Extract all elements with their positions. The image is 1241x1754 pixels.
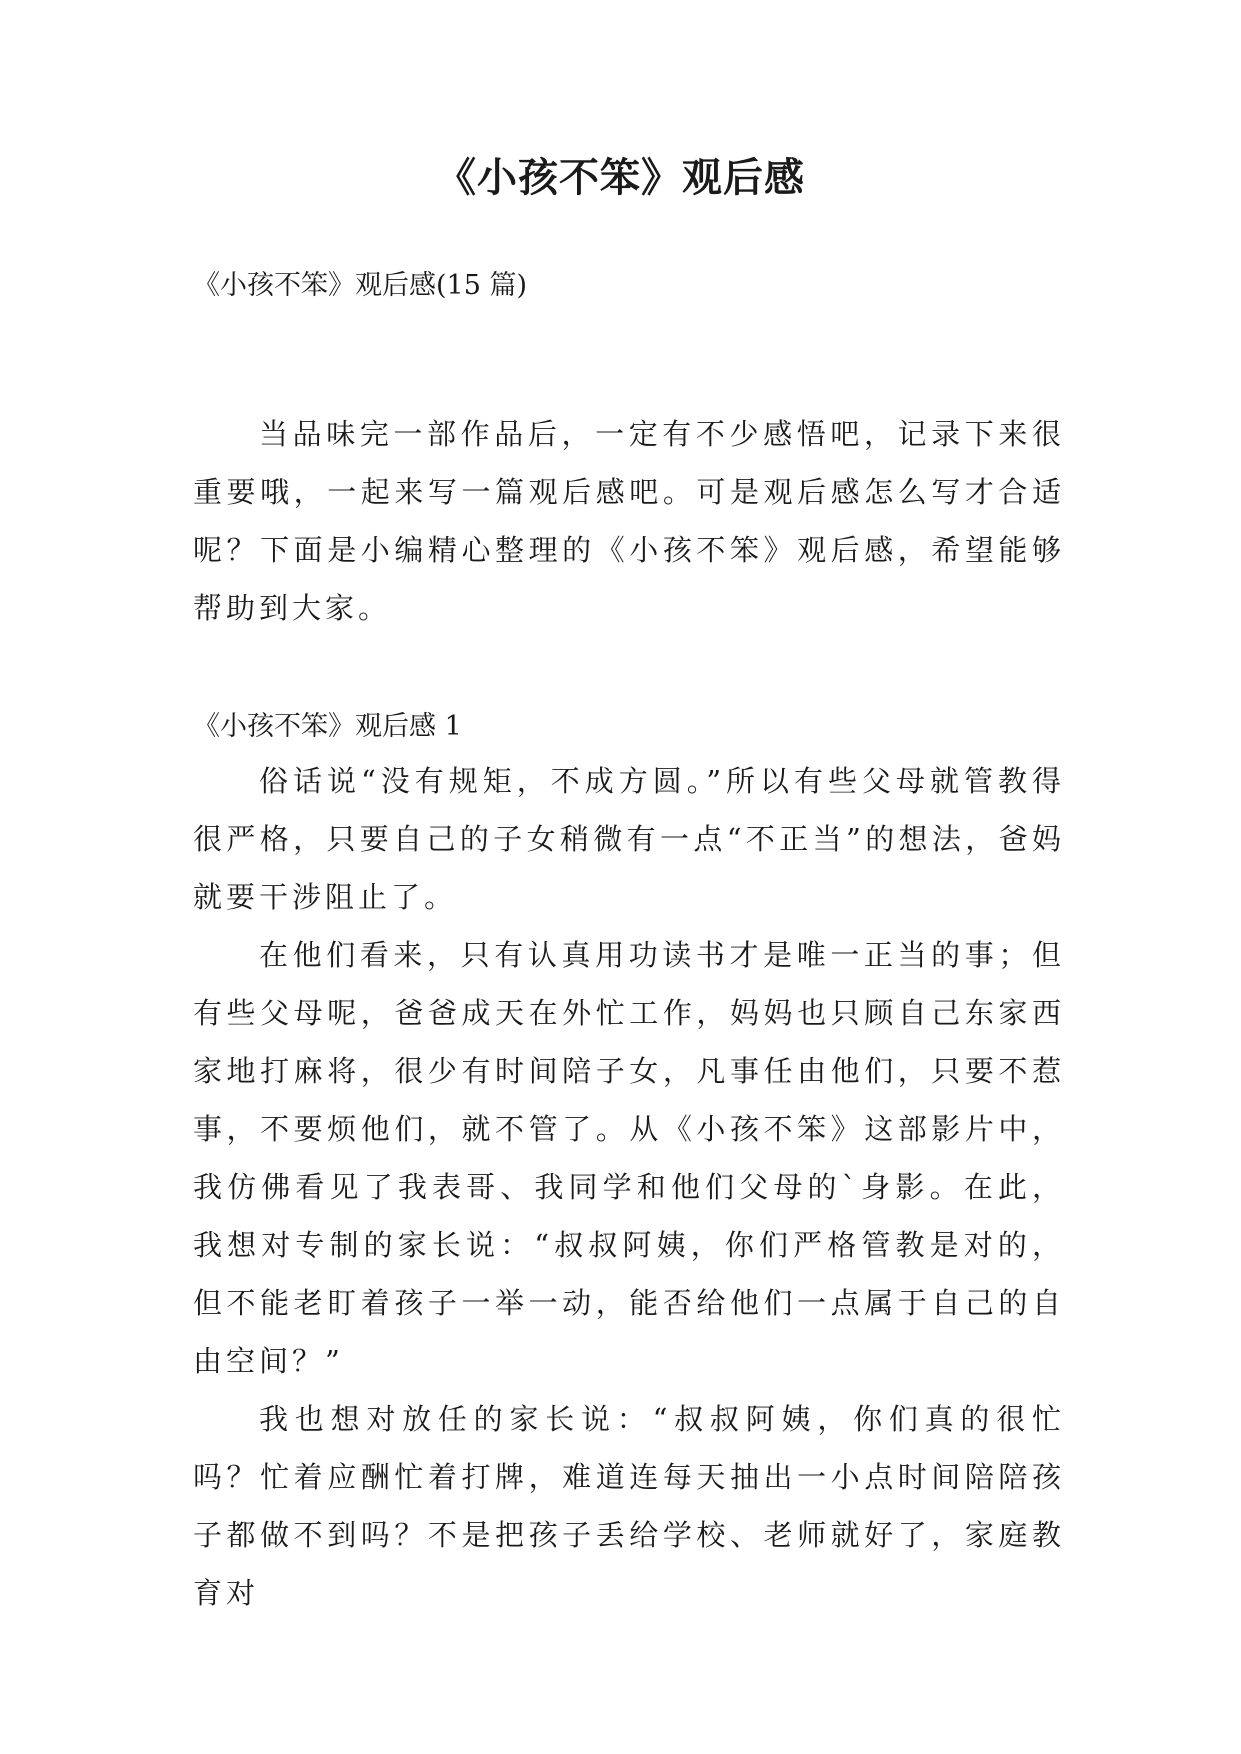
- document-subtitle: 《小孩不笨》观后感(15 篇): [193, 270, 528, 301]
- intro-block: [193, 405, 1065, 637]
- document-title: 《小孩不笨》观后感: [436, 155, 805, 201]
- section-body: [193, 752, 1065, 1622]
- section-heading: 《小孩不笨》观后感 1: [193, 711, 462, 742]
- body-paragraph: 在他们看来，只有认真用功读书才是唯一正当的事；但有些父母呢，爸爸成天在外忙工作，妈妈也只顾自己东家西家地打麻将，很少有时间陪子女，凡事任由他们，只要不惹事，不要烦他们，就不管了。从《小孩不笨》这部影片中，我仿佛看见了我表哥、我同学和他们父母的`身影。在此，我想对专制的家长说：“叔叔阿姨，你们严格管教是对的，但不能老盯着孩子一举一动，能否给他们一点属于自己的自由空间？”: [193, 938, 1065, 1378]
- intro-paragraph: 当品味完一部作品后，一定有不少感悟吧，记录下来很重要哦，一起来写一篇观后感吧。可是观后感怎么写才合适呢？下面是小编精心整理的《小孩不笨》观后感，希望能够帮助到大家。: [193, 417, 1065, 625]
- body-paragraph: 俗话说“没有规矩，不成方圆。”所以有些父母就管教得很严格，只要自己的子女稍微有一点“不正当”的想法，爸妈就要干涉阻止了。: [193, 764, 1065, 914]
- body-paragraph: 我也想对放任的家长说：“叔叔阿姨，你们真的很忙吗？忙着应酬忙着打牌，难道连每天抽出一小点时间陪陪孩子都做不到吗？不是把孩子丢给学校、老师就好了，家庭教育对: [193, 1402, 1065, 1610]
